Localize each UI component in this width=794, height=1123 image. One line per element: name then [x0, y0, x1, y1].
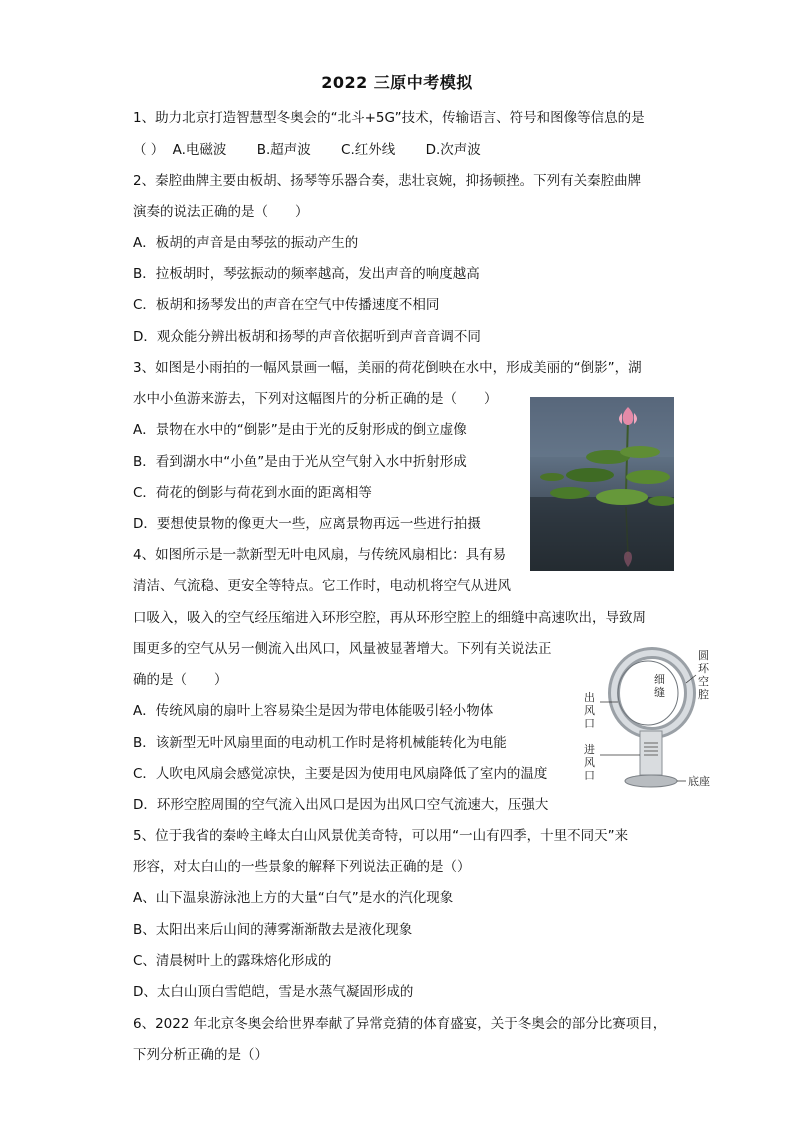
q2-line1: 2、秦腔曲牌主要由板胡、扬琴等乐器合奏，悲壮哀婉，抑扬顿挫。下列有关秦腔曲牌 — [133, 173, 642, 189]
q1-option-b: B.超声波 — [256, 142, 311, 158]
q5-option-b: B、太阳出来后山间的薄雾渐渐散去是液化现象 — [133, 922, 413, 938]
q2-option-a: A．板胡的声音是由琴弦的振动产生的 — [133, 235, 359, 251]
fan-label-slit-2: 缝 — [654, 686, 665, 699]
q5-option-a: A、山下温泉游泳池上方的大量“白气”是水的汽化现象 — [133, 890, 454, 906]
q4-option-c: C．人吹电风扇会感觉凉快，主要是因为使用电风扇降低了室内的温度 — [133, 766, 548, 782]
fan-label-ring-4: 腔 — [698, 688, 709, 701]
fan-label-outlet-3: 口 — [584, 717, 595, 730]
q3-option-c: C．荷花的倒影与荷花到水面的距离相等 — [133, 485, 372, 501]
fan-label-inlet-1: 进 — [584, 743, 595, 756]
fan-label-inlet-3: 口 — [584, 769, 595, 782]
q4-line1: 4、如图所示是一款新型无叶电风扇，与传统风扇相比：具有易 — [133, 547, 507, 563]
q2-option-d: D．观众能分辨出板胡和扬琴的声音依据听到声音音调不同 — [133, 329, 481, 345]
q3-option-d: D．要想使景物的像更大一些，应离景物再远一些进行拍摄 — [133, 516, 481, 532]
fan-label-inlet-2: 风 — [584, 756, 595, 769]
q2-option-b: B．拉板胡时，琴弦振动的频率越高，发出声音的响度越高 — [133, 266, 480, 282]
q5-line2: 形容，对太白山的一些景象的解释下列说法正确的是（） — [133, 859, 471, 875]
fan-label-ring-3: 空 — [698, 675, 709, 688]
q2-option-c: C．板胡和扬琴发出的声音在空气中传播速度不相同 — [133, 297, 440, 313]
fan-label-base: 底座 — [688, 775, 710, 788]
q2-line2: 演奏的说法正确的是（ ） — [133, 204, 309, 220]
q4-line4: 围更多的空气从另一侧流入出风口，风量被显著增大。下列有关说法正 — [133, 641, 552, 657]
q1-option-d: D.次声波 — [425, 142, 481, 158]
fan-label-outlet-1: 出 — [584, 691, 595, 704]
q4-line2: 清洁、气流稳、更安全等特点。它工作时，电动机将空气从进风 — [133, 578, 511, 594]
q3-line1: 3、如图是小雨拍的一幅风景画一幅，美丽的荷花倒映在水中，形成美丽的“倒影”，湖 — [133, 360, 642, 376]
lotus-illustration — [530, 397, 674, 571]
q6-line1: 6、2022 年北京冬奥会给世界奉献了异常竞猜的体育盛宴，关于冬奥会的部分比赛项目， — [133, 1016, 667, 1032]
q4-option-b: B．该新型无叶风扇里面的电动机工作时是将机械能转化为电能 — [133, 735, 507, 751]
q4-line3: 口吸入，吸入的空气经压缩进入环形空腔，再从环形空腔上的细缝中高速吹出，导致周 — [133, 610, 646, 626]
q5-option-c: C、清晨树叶上的露珠熔化形成的 — [133, 953, 332, 969]
q4-option-a: A．传统风扇的扇叶上容易染尘是因为带电体能吸引轻小物体 — [133, 703, 494, 719]
fan-labels — [578, 645, 718, 795]
fan-label-ring-1: 圆 — [698, 649, 709, 662]
q5-line1: 5、位于我省的秦岭主峰太白山风景优美奇特，可以用“一山有四季，十里不同天”来 — [133, 828, 629, 844]
q1-text: 1、助力北京打造智慧型冬奥会的“北斗+5G”技术，传输语言、符号和图像等信息的是 — [133, 110, 645, 126]
q4-option-d: D．环形空腔周围的空气流入出风口是因为出风口空气流速大，压强大 — [133, 797, 549, 813]
q5-option-d: D、太白山顶白雪皑皑，雪是水蒸气凝固形成的 — [133, 984, 414, 1000]
fan-label-slit-1: 细 — [654, 673, 665, 686]
q3-line2: 水中小鱼游来游去，下列对这幅图片的分析正确的是（ ） — [133, 391, 498, 407]
q1-prefix: （ ） — [133, 142, 165, 158]
lotus-photo — [530, 397, 674, 571]
fan-label-outlet-2: 风 — [584, 704, 595, 717]
q1-option-a: A.电磁波 — [172, 142, 227, 158]
q4-line5: 确的是（ ） — [133, 672, 228, 688]
q3-option-b: B．看到湖水中“小鱼”是由于光从空气射入水中折射形成 — [133, 454, 467, 470]
page-title: 2022 三原中考模拟 — [321, 73, 473, 92]
q1-option-c: C.红外线 — [341, 142, 396, 158]
q3-option-a: A．景物在水中的“倒影”是由于光的反射形成的倒立虚像 — [133, 422, 467, 438]
fan-label-ring-2: 环 — [698, 662, 709, 675]
q1-options — [133, 141, 507, 159]
q6-line2: 下列分析正确的是（） — [133, 1047, 268, 1063]
